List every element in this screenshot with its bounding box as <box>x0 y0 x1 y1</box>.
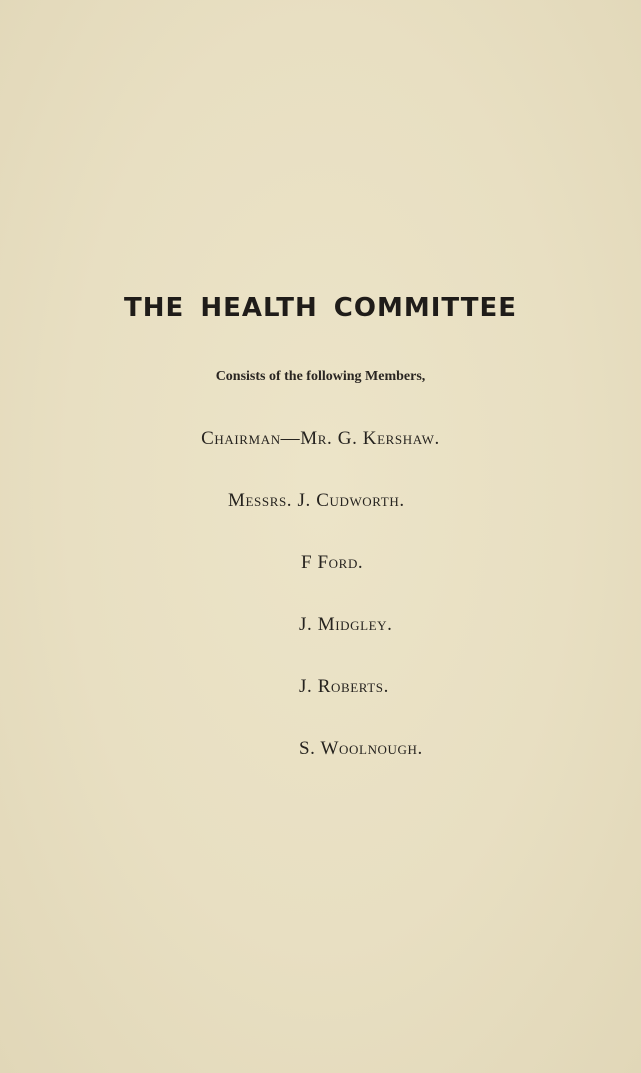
member-line: S. Woolnough. <box>299 738 423 759</box>
member-line: F Ford. <box>301 552 364 573</box>
member-line: J. Midgley. <box>299 614 393 635</box>
page-title: THE HEALTH COMMITTEE <box>124 293 517 323</box>
subtitle: Consists of the following Members, <box>215 369 426 384</box>
chairman-line: Chairman—Mr. G. Kershaw. <box>201 428 440 449</box>
messrs-line: Messrs. J. Cudworth. <box>228 490 405 511</box>
member-line: J. Roberts. <box>299 676 389 697</box>
